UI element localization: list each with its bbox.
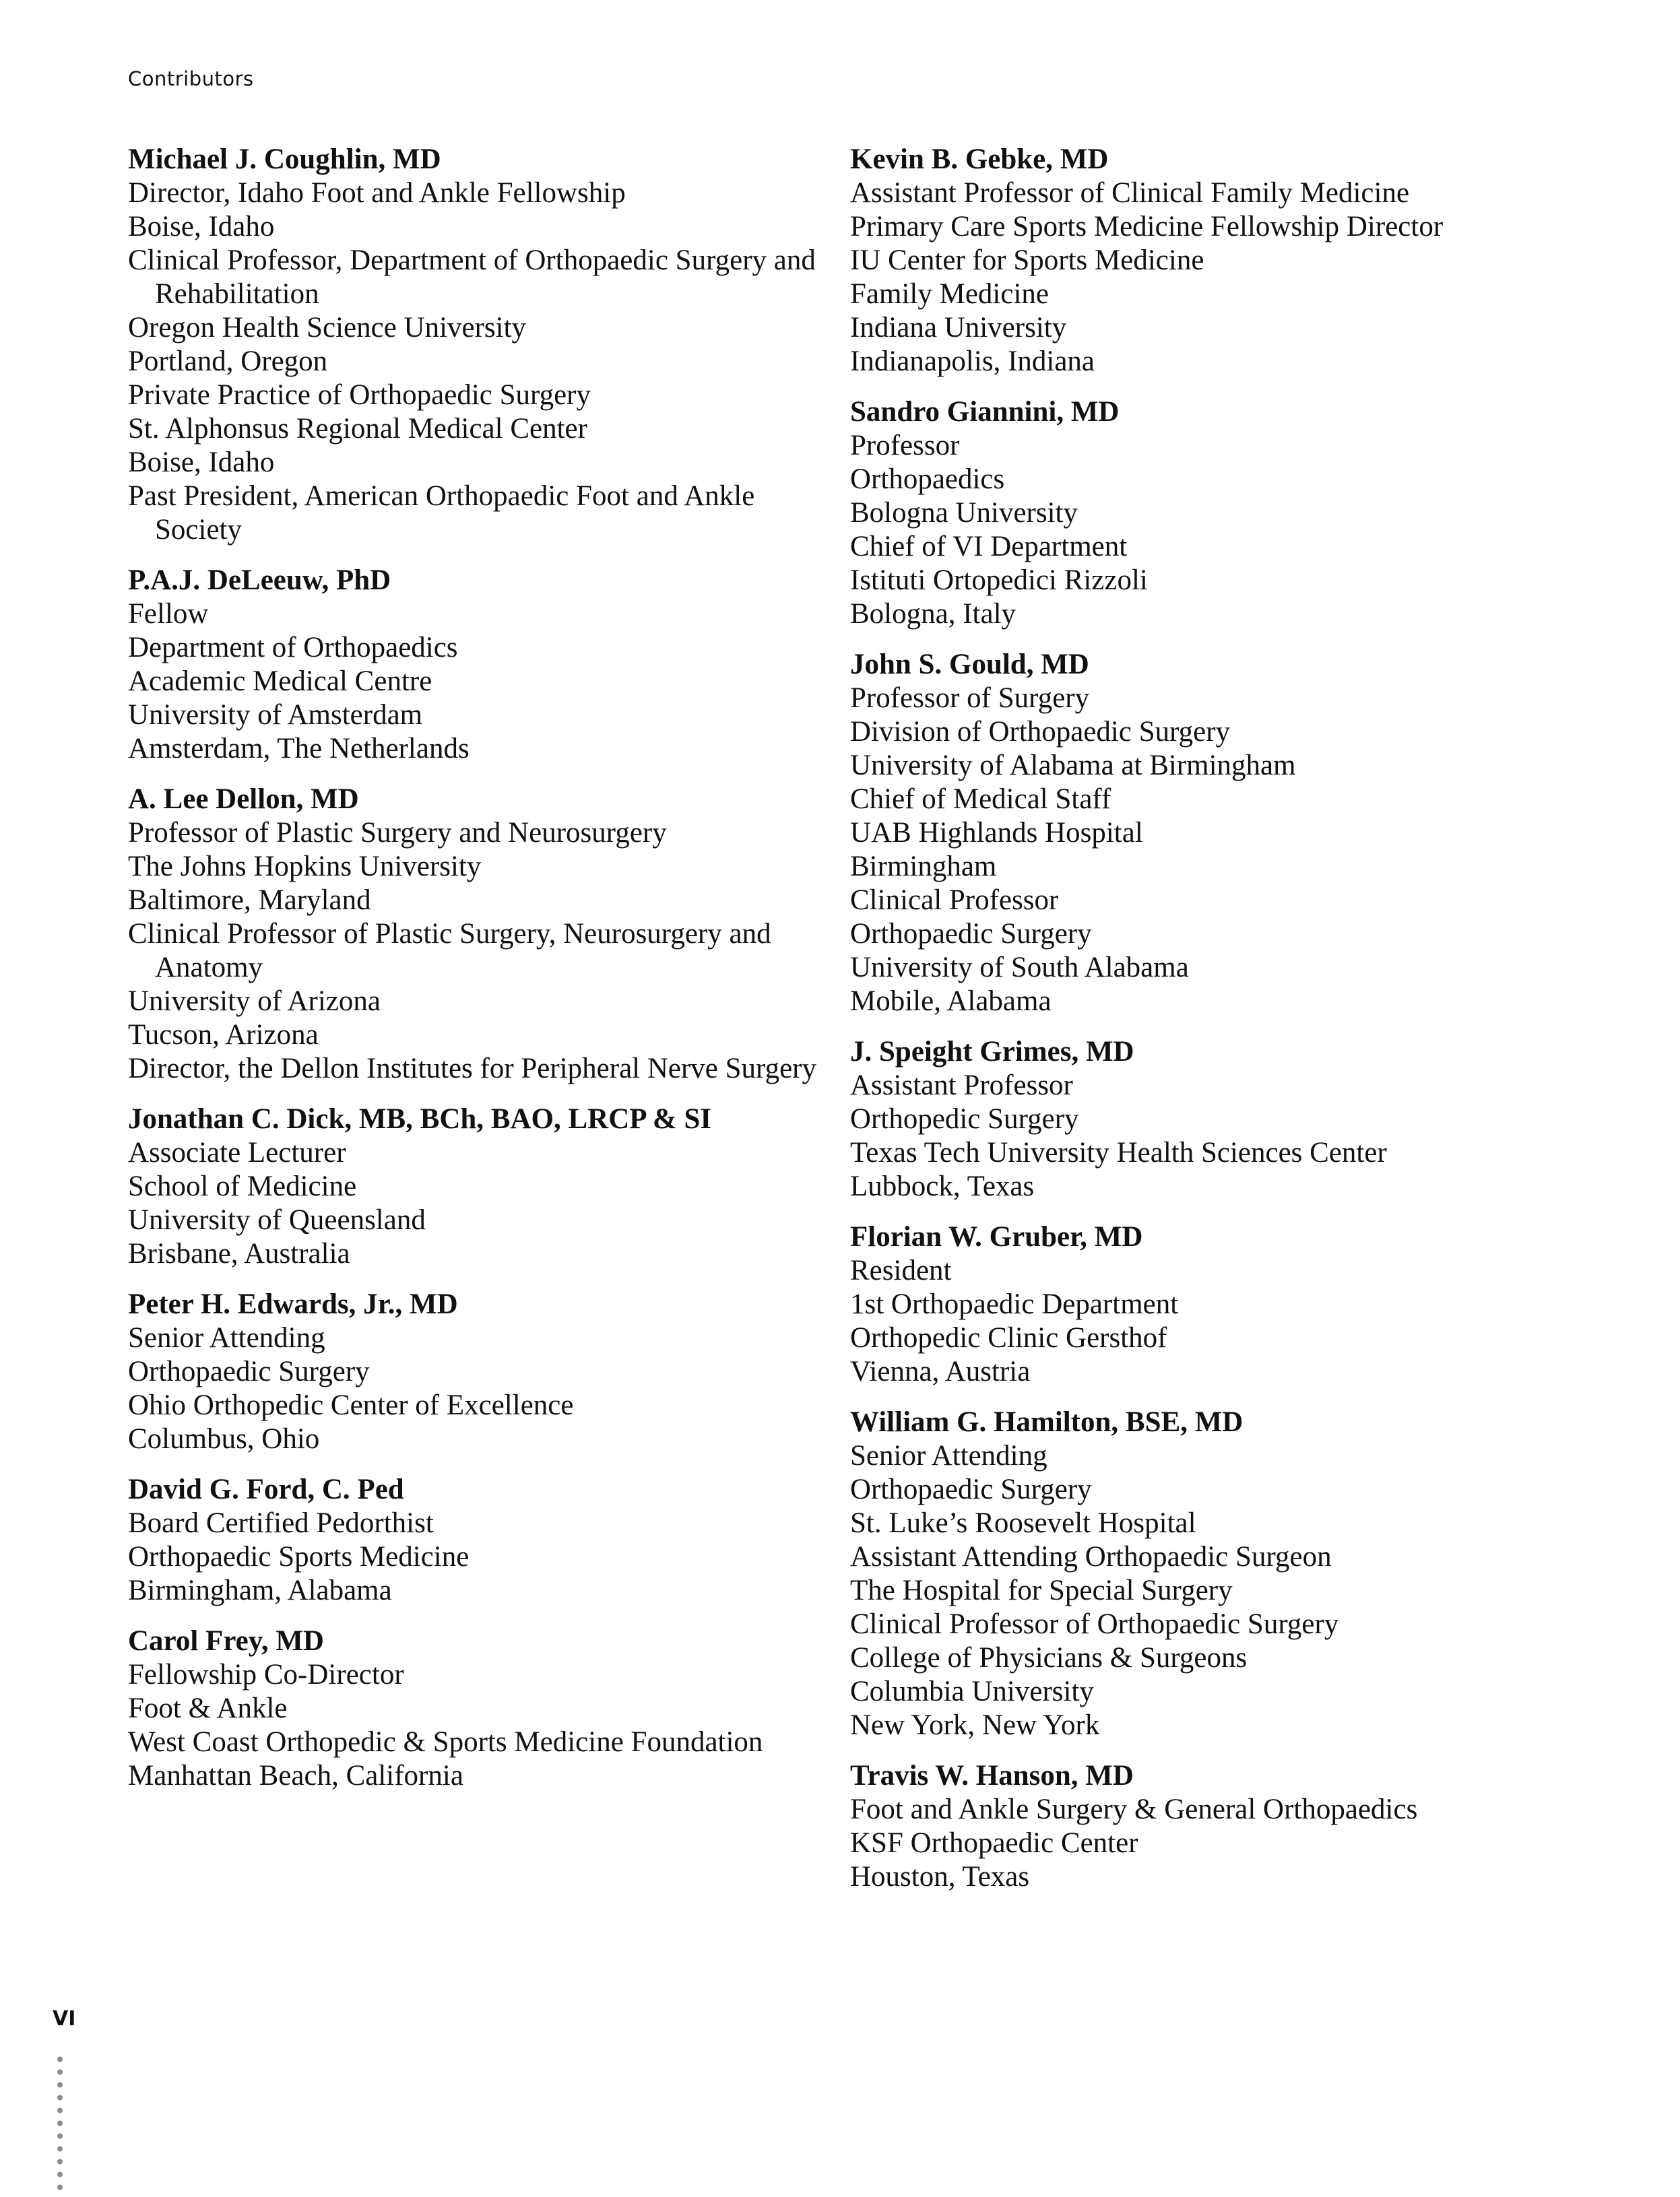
- affiliation-line: Clinical Professor of Plastic Surgery, Neurosurgery and Anatomy: [128, 918, 771, 983]
- affiliation-line: Family Medicine: [850, 278, 1049, 310]
- affiliation-line: Houston, Texas: [850, 1861, 1030, 1893]
- affiliation-line: Birmingham, Alabama: [128, 1575, 392, 1606]
- affiliation-line: Associate Lecturer: [128, 1137, 346, 1169]
- contributor-name: Kevin B. Gebke, MD: [850, 143, 1109, 175]
- contributor-name: A. Lee Dellon, MD: [128, 783, 359, 815]
- affiliation-line: Foot & Ankle: [128, 1693, 288, 1724]
- affiliation-line: Director, the Dellon Institutes for Peripheral Nerve Surgery: [128, 1053, 817, 1084]
- contributor-entry: [850, 1220, 1625, 1389]
- affiliation-line: Texas Tech University Health Sciences Center: [850, 1137, 1387, 1169]
- affiliation-line: Bologna, Italy: [850, 598, 1016, 630]
- affiliation-line: Professor of Plastic Surgery and Neurosurgery: [128, 817, 667, 849]
- contributor-entry: [850, 1406, 1625, 1742]
- affiliation-line: Senior Attending: [128, 1322, 325, 1354]
- contributor-name: Michael J. Coughlin, MD: [128, 143, 441, 175]
- affiliation-line: West Coast Orthopedic & Sports Medicine Foundation: [128, 1726, 763, 1758]
- affiliation-line: Resident: [850, 1255, 952, 1286]
- affiliation-line: College of Physicians & Surgeons: [850, 1642, 1248, 1674]
- contributors-right-column: [850, 143, 1625, 1911]
- affiliation-line: Vienna, Austria: [850, 1356, 1031, 1387]
- affiliation-line: University of Arizona: [128, 985, 381, 1017]
- dotted-margin-rule: [56, 2053, 64, 2197]
- affiliation-line: University of Amsterdam: [128, 699, 423, 731]
- contributor-entry: [128, 1288, 842, 1456]
- affiliation-line: Foot and Ankle Surgery & General Orthopaedics: [850, 1794, 1418, 1825]
- affiliation-line: Orthopedic Surgery: [850, 1103, 1079, 1135]
- affiliation-line: University of South Alabama: [850, 952, 1189, 983]
- contributor-name: Florian W. Gruber, MD: [850, 1221, 1143, 1253]
- contributors-left-column: [128, 143, 842, 1810]
- contributor-name: J. Speight Grimes, MD: [850, 1036, 1134, 1068]
- affiliation-line: Professor of Surgery: [850, 682, 1090, 714]
- contributor-entry: [850, 395, 1625, 631]
- contributor-entry: [128, 783, 842, 1086]
- affiliation-line: Fellowship Co-Director: [128, 1659, 404, 1691]
- affiliation-line: University of Queensland: [128, 1204, 426, 1236]
- affiliation-line: Professor: [850, 430, 960, 461]
- affiliation-line: Chief of Medical Staff: [850, 783, 1111, 815]
- contributor-entry: [128, 1103, 842, 1271]
- affiliation-line: Academic Medical Centre: [128, 665, 432, 697]
- contributor-entry: [128, 564, 842, 766]
- affiliation-line: Board Certified Pedorthist: [128, 1507, 434, 1539]
- contributor-name: P.A.J. DeLeeuw, PhD: [128, 564, 391, 596]
- affiliation-line: Bologna University: [850, 497, 1078, 529]
- affiliation-line: Birmingham: [850, 851, 997, 882]
- contributor-name: Sandro Giannini, MD: [850, 396, 1120, 428]
- contributor-name: William G. Hamilton, BSE, MD: [850, 1406, 1243, 1438]
- affiliation-line: Assistant Attending Orthopaedic Surgeon: [850, 1541, 1332, 1573]
- affiliation-line: Tucson, Arizona: [128, 1019, 319, 1051]
- contributor-entry: [850, 1035, 1625, 1204]
- affiliation-line: Portland, Oregon: [128, 346, 328, 377]
- affiliation-line: Boise, Idaho: [128, 447, 275, 478]
- affiliation-line: Orthopaedic Surgery: [850, 918, 1092, 950]
- affiliation-line: Orthopaedics: [850, 463, 1005, 495]
- affiliation-line: Director, Idaho Foot and Ankle Fellowship: [128, 177, 626, 209]
- affiliation-line: Orthopedic Clinic Gersthof: [850, 1322, 1167, 1354]
- page-number: VI: [53, 2007, 76, 2031]
- affiliation-line: Assistant Professor: [850, 1070, 1073, 1101]
- contributor-entry: [850, 143, 1625, 379]
- affiliation-line: Ohio Orthopedic Center of Excellence: [128, 1389, 574, 1421]
- affiliation-line: Columbia University: [850, 1676, 1094, 1707]
- affiliation-line: Orthopaedic Surgery: [128, 1356, 370, 1387]
- affiliation-line: St. Luke’s Roosevelt Hospital: [850, 1507, 1196, 1539]
- affiliation-line: KSF Orthopaedic Center: [850, 1827, 1138, 1859]
- contributor-name: Carol Frey, MD: [128, 1625, 324, 1657]
- affiliation-line: 1st Orthopaedic Department: [850, 1288, 1179, 1320]
- affiliation-line: UAB Highlands Hospital: [850, 817, 1143, 849]
- affiliation-line: Indiana University: [850, 312, 1067, 343]
- affiliation-line: Clinical Professor: [850, 884, 1059, 916]
- contributor-entry: [850, 1759, 1625, 1894]
- affiliation-line: Brisbane, Australia: [128, 1238, 350, 1270]
- affiliation-line: Amsterdam, The Netherlands: [128, 733, 470, 764]
- affiliation-line: Mobile, Alabama: [850, 985, 1052, 1017]
- affiliation-line: Private Practice of Orthopaedic Surgery: [128, 379, 591, 411]
- affiliation-line: Manhattan Beach, California: [128, 1760, 463, 1792]
- contributor-name: Jonathan C. Dick, MB, BCh, BAO, LRCP & SI: [128, 1103, 712, 1135]
- contributor-name: David G. Ford, C. Ped: [128, 1474, 404, 1505]
- affiliation-line: University of Alabama at Birmingham: [850, 750, 1296, 781]
- affiliation-line: School of Medicine: [128, 1171, 357, 1202]
- affiliation-line: Fellow: [128, 598, 209, 630]
- affiliation-line: Assistant Professor of Clinical Family Medicine: [850, 177, 1410, 209]
- affiliation-line: The Johns Hopkins University: [128, 851, 482, 882]
- contributor-entry: [128, 143, 842, 547]
- affiliation-line: Division of Orthopaedic Surgery: [850, 716, 1231, 748]
- affiliation-line: Orthopaedic Sports Medicine: [128, 1541, 470, 1573]
- affiliation-line: Indianapolis, Indiana: [850, 346, 1095, 377]
- affiliation-line: Orthopaedic Surgery: [850, 1474, 1092, 1505]
- affiliation-line: Oregon Health Science University: [128, 312, 527, 343]
- affiliation-line: Clinical Professor of Orthopaedic Surgery: [850, 1608, 1339, 1640]
- affiliation-line: Chief of VI Department: [850, 531, 1128, 562]
- affiliation-line: Clinical Professor, Department of Orthopaedic Surgery and Rehabilitation: [128, 244, 816, 310]
- contributor-name: Travis W. Hanson, MD: [850, 1760, 1134, 1792]
- affiliation-line: St. Alphonsus Regional Medical Center: [128, 413, 587, 445]
- affiliation-line: Department of Orthopaedics: [128, 632, 458, 663]
- contributor-entry: [128, 1625, 842, 1793]
- affiliation-line: The Hospital for Special Surgery: [850, 1575, 1233, 1606]
- contributor-entry: [850, 648, 1625, 1018]
- contributor-entry: [128, 1473, 842, 1608]
- affiliation-line: Istituti Ortopedici Rizzoli: [850, 564, 1148, 596]
- affiliation-line: Baltimore, Maryland: [128, 884, 371, 916]
- affiliation-line: New York, New York: [850, 1709, 1100, 1741]
- affiliation-line: Boise, Idaho: [128, 211, 275, 242]
- contributor-name: Peter H. Edwards, Jr., MD: [128, 1288, 458, 1320]
- affiliation-line: IU Center for Sports Medicine: [850, 244, 1204, 276]
- affiliation-line: Senior Attending: [850, 1440, 1047, 1472]
- running-head: Contributors: [128, 67, 254, 90]
- contributor-name: John S. Gould, MD: [850, 649, 1089, 680]
- affiliation-line: Lubbock, Texas: [850, 1171, 1035, 1202]
- affiliation-line: Past President, American Orthopaedic Foot and Ankle Society: [128, 480, 755, 546]
- affiliation-line: Columbus, Ohio: [128, 1423, 320, 1455]
- affiliation-line: Primary Care Sports Medicine Fellowship Director: [850, 211, 1444, 242]
